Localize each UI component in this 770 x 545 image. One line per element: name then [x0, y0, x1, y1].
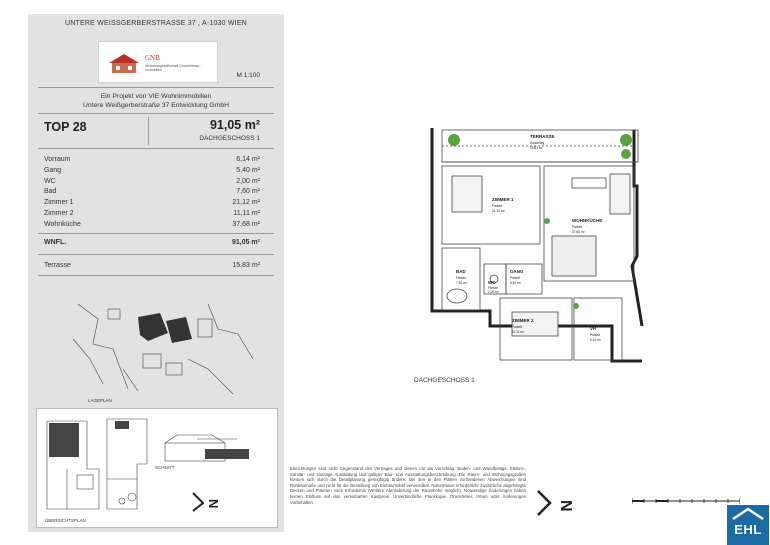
plan-zimmer1-sub: Parkett [492, 204, 503, 208]
room-name: Vorraum [44, 156, 71, 163]
scale-bar [632, 497, 740, 505]
logo-subtitle: Wohnbaugesellschaft Gewerbebau · Immobilien [145, 64, 202, 72]
room-row [44, 209, 260, 220]
room-row [44, 198, 260, 209]
project-info [28, 92, 284, 110]
room-area: 11,11 m² [233, 209, 260, 217]
info-panel [28, 14, 284, 532]
overview-plan [36, 408, 278, 528]
scale-label: M 1:100 [236, 72, 260, 79]
disclaimer-text: Einrichtungen sind nicht Gegenstand des Vertrages und dienen nur als Vorschlag. Boden- und Wandbeläge, Elektro-, Sanitär- und sonstige Ausstattung laut gültiger Bau- und Ausstattungsbeschreibung. Die Raum- und Wohnungsgrößen können sich durch die Detailplanung geringfügig ändern. Bei den in den Plänen vorhandenen Abweichungen sind Rohbaumaße und nicht für die Bestellung von Einbaumöbel verwendbar. Naturmasse erforderlich! Zusätzliche abgehängte Decken und Poterien nach Erfordernis (Weitere Abminderung der Raumhöhe möglich). Notwendige Änderungen haben keinen Einfluss auf den vereinbarten Kaufpreis. Unverbindliche Planskopie. Druckfehler, Irrtum oder Änderungen Vorbehalten. [290, 466, 526, 505]
roof-icon [727, 505, 769, 521]
plan-wc-area: 2,00 m² [488, 290, 499, 294]
divider [38, 148, 274, 149]
room-name: Wohnküche [44, 220, 81, 228]
project-line1: Ein Projekt von VIE Wohnimmobilien [100, 93, 212, 100]
plan-vr-sub: Parkett [590, 333, 601, 337]
unit-floor: DACHGESCHOSS 1 [199, 135, 260, 142]
plan-bad-label: BAD [456, 269, 466, 274]
project-line2: Untere Weißgerberstraße 37 Entwicklung GmbH [82, 102, 230, 109]
divider [38, 87, 274, 88]
wnfl-value: 91,05 m² [231, 239, 260, 246]
plan-gang-area: 5,40 m² [510, 281, 521, 285]
plan-gang-label: GANG [510, 269, 524, 274]
svg-text:N: N [206, 499, 221, 509]
terrace-label: Terrasse [44, 262, 71, 269]
developer-logo [98, 41, 218, 83]
plan-bad-area: 7,60 m² [456, 281, 467, 285]
room-area: 2,00 m² [236, 177, 260, 185]
room-area: 37,68 m² [232, 220, 260, 228]
floor-plan [412, 126, 662, 376]
room-row [44, 187, 260, 198]
wnfl-row [44, 239, 260, 246]
plan-bad-sub: Fliesen [456, 276, 467, 280]
room-row [44, 220, 260, 231]
divider [38, 233, 274, 234]
plan-terrace-label: TERRASSE [530, 134, 555, 139]
room-area: 6,14 m² [236, 156, 260, 163]
terrace-value: 15,83 m² [232, 262, 260, 269]
room-row [44, 155, 260, 166]
plan-zimmer1-area: 21,12 m² [492, 209, 505, 213]
plan-zimmer1-label: ZIMMER 1 [492, 197, 514, 202]
north-arrow-icon [534, 487, 584, 521]
plan-zimmer2-area: 11,11 m² [512, 330, 525, 334]
unit-total-area: 91,05 m² [209, 118, 260, 132]
room-area: 5,40 m² [236, 166, 260, 174]
plan-caption: DACHGESCHOSS 1 [414, 377, 475, 384]
house-icon [107, 52, 141, 74]
north-arrow-icon [189, 489, 229, 517]
ehl-logo [727, 505, 769, 545]
plan-zimmer2-sub: Parkett [512, 325, 523, 329]
room-name: Gang [44, 166, 62, 174]
plan-terrace-sub: Holzbelag [530, 141, 545, 145]
wnfl-label: WNFL. [44, 239, 67, 246]
divider [38, 113, 274, 114]
divider [38, 275, 274, 276]
address-header: UNTERE WEISSGERBERSTRASSE 37 , A-1030 WIEN [65, 20, 247, 27]
divider [38, 254, 274, 255]
site-map [68, 299, 258, 397]
plan-wc-sub: Fliesen [488, 286, 499, 290]
plan-wc-label: WC [488, 280, 496, 285]
svg-text:N: N [557, 500, 574, 512]
plan-vr-label: VR [590, 326, 597, 331]
room-row [44, 166, 260, 177]
plan-zimmer2-label: ZIMMER 2 [512, 318, 534, 323]
room-name: Zimmer 1 [44, 199, 74, 207]
room-row [44, 177, 260, 188]
lageplan-label: LAGEPLAN [88, 398, 112, 403]
room-name: Bad [44, 188, 57, 196]
logo-brand: GNB [145, 54, 160, 62]
schnitt-label: SCHNITT [155, 465, 175, 470]
room-area: 7,60 m² [236, 188, 260, 196]
room-name: Zimmer 2 [44, 209, 74, 217]
plan-wohnkueche-sub: Parkett [572, 225, 583, 229]
plan-terrace-area: 15,83 m² [530, 146, 543, 150]
plan-gang-sub: Parkett [510, 276, 521, 280]
plan-wohnkueche-label: WOHNKÜCHE [572, 218, 603, 223]
vertical-divider [148, 117, 149, 145]
plan-wohnkueche-area: 37,68 m² [572, 230, 585, 234]
room-list [44, 155, 260, 231]
plan-vr-area: 6,14 m² [590, 338, 601, 342]
room-name: WC [44, 177, 56, 185]
ehl-label: EHL [734, 522, 762, 537]
room-area: 21,12 m² [232, 199, 260, 207]
unit-name: TOP 28 [44, 120, 87, 134]
terrace-row [44, 262, 260, 269]
overview-label: ÜBERSICHTSPLAN [45, 518, 86, 523]
